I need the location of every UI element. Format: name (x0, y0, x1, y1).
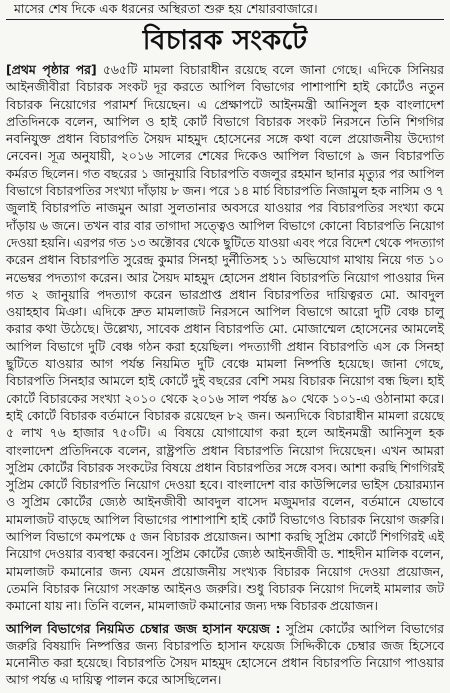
section-paragraph: সুপ্রিম কোর্টের আপিল বিভাগের জরুরি বিষয়াদি নিষ্পত্তির জন্য বিচারপতি হাসান ফয়েজ সিদ্দিকীকে চেম্বার জজ হিসেবে মনোনীত করা হয়েছে। বিচারপতি সৈয়দ মাহমুদ হোসেনে প্রধান বিচারপতি নিয়োগ পাওয়ার আগ পর্যন্ত এ দায়িত্ব পালন করে আসছিলেন। (6, 620, 444, 688)
article-section (6, 620, 444, 689)
section-subhead: আপিল বিভাগের নিয়মিত চেম্বার জজ হাসান ফয়েজ : (6, 620, 281, 636)
headline: বিচারক সংকটে (142, 25, 308, 56)
column-divider (6, 19, 444, 20)
article-paragraph: ৫৬৫টি মামলা বিচারাধীন রয়েছে বলে জানা গেছে। এদিকে সিনিয়র আইনজীবীরা বিচারক সংকট দূর করতে আপিল বিভাগের পাশাপাশি হাই কোর্টেও নতুন বিচারক নিয়োগের পরামর্শ দিয়েছেন। এ প্রেক্ষাপটে আইনমন্ত্রী আনিসুল হক বাংলাদেশ প্রতিদিনকে বলেন, আপিল ও হাই কোর্ট বিভাগে বিচারক সংকট নিরসনে তিনি শিগগির নবনিযুক্ত প্রধান বিচারপতি সৈয়দ মাহমুদ হোসেনের সঙ্গে কথা বলে প্রয়োজনীয় উদ্যোগ নেবেন। সূত্র অনুযায়ী, ২০১৬ সালের শেষের দিকেও আপিল বিভাগে ৯ জন বিচারপতি কর্মরত ছিলেন। গত বছরের ১ জানুয়ারি বিচারপতি বজলুর রহমান ছানার মৃত্যুর পর আপিল বিভাগে বিচারপতির সংখ্যা দাঁড়ায় ৮ জন। পরে ১৪ মার্চ বিচারপতি নিজামুল হক নাসিম ও ৭ জুলাই বিচারপতি নাজমুন আরা সুলতানার অবসরে যাওয়ার পর বিচারপতির সংখ্যা কমে দাঁড়ায় ৬ জনে। তখন বার বার তাগাদা সত্ত্বেও আপিল বিভাগে কোনো বিচারপতি নিয়োগ দেওয়া হয়নি। এরপর গত ১৩ অক্টোবর থেকে ছুটিতে যাওয়া এবং পরে বিদেশ থেকে পদত্যাগ করেন প্রধান বিচারপতি সুরেন্দ্র কুমার সিনহা দুর্নীতিসহ ১১ অভিযোগ মাথায় নিয়ে গত ১০ নভেম্বর পদত্যাগ করেন। আর সৈয়দ মাহমুদ হোসেন প্রধান বিচারপতি নিয়োগ পাওয়ার দিন গত ২ জানুয়ারি পদত্যাগ করেন ভারপ্রাপ্ত প্রধান বিচারপতির দায়িত্বরত মো. আবদুল ওয়াহহাব মিঞা। এদিকে দ্রুত মামলাজট নিরসনে আপিল বিভাগে আরো দুটি বেঞ্চ চালু করার কথা উঠেছে। উল্লেখ্য, সাবেক প্রধান বিচারপতি মো. মোজাম্মেল হোসেনের আমলেই আপিল বিভাগে দুটি বেঞ্চ গঠন করা হয়েছিল। পদত্যাগী প্রধান বিচারপতি এস কে সিনহা ছুটিতে যাওয়ার আগ পর্যন্ত নিয়মিত দুটি বেঞ্চে মামলা নিষ্পত্তি হয়েছে। জানা গেছে, বিচারপতি সিনহার আমলে হাই কোর্টে দুই বছরের বেশি সময় বিচারক নিয়োগ বন্ধ ছিল। হাই কোর্টে বিচারকের সংখ্যা ২০১০ থেকে ২০১৬ সাল পর্যন্ত ৯০ থেকে ১০১-এ ওঠানামা করে। হাই কোর্টে বিচারক বর্তমানে বিচারক রয়েছেন ৮২ জন। অন্যদিকে বিচারাধীন মামলা রয়েছে ৫ লাখ ৭৬ হাজার ৭৫০টি। এ বিষয়ে যোগাযোগ করা হলে আইনমন্ত্রী আনিসুল হক বাংলাদেশ প্রতিদিনকে বলেন, রাষ্ট্রপতি প্রধান বিচারপতি নিয়োগ দিয়েছেন। এখন আমরা সুপ্রিম কোর্টের বিচারক সংকটের বিষয়ে প্রধান বিচারপতির সঙ্গে বসব। আশা করছি শিগগিরই সুপ্রিম কোর্টে বিচারপতি নিয়োগ দেওয়া হবে। বাংলাদেশ বার কাউন্সিলের ভাইস চেয়ারম্যান ও সুপ্রিম কোর্টের জ্যেষ্ঠ আইনজীবী আবদুল বাসেদ মজুমদার বলেন, বর্তমানে যেভাবে মামলাজট বাড়ছে আপিল বিভাগের পাশাপাশি হাই কোর্ট বিভাগেও বিচারক নিয়োগ জরুরি। আপিল বিভাগে কমপক্ষে ৫ জন বিচারক প্রয়োজন। আশা করছি সুপ্রিম কোর্টে শিগগিরই এই নিয়োগ দেওয়ার ব্যবস্থা করবেন। সুপ্রিম কোর্টের জ্যেষ্ঠ আইনজীবী ড. শাহদীন মালিক বলেন, মামলাজট কমানোর জন্য যেমন প্রয়োজনীয় সংখ্যক বিচারক নিয়োগ দেওয়া প্রয়োজন, তেমনি বিচারক নিয়োগ সংক্রান্ত আইনও জরুরি। শুধু বিচারক নিয়োগ দিলেই মামলার জট কমানো যায় না। তিনি বলেন, মামলাজট কমানোর জন্য দক্ষ বিচারক প্রয়োজন। (6, 62, 444, 614)
article-body (6, 61, 444, 615)
continuation-label: [প্রথম পৃষ্ঠার পর] (6, 62, 97, 77)
previous-article-tail: মাসের শেষ দিকে এক ধরনের অস্থিরতা শুরু হয় শেয়ারবাজারে। (14, 1, 318, 16)
